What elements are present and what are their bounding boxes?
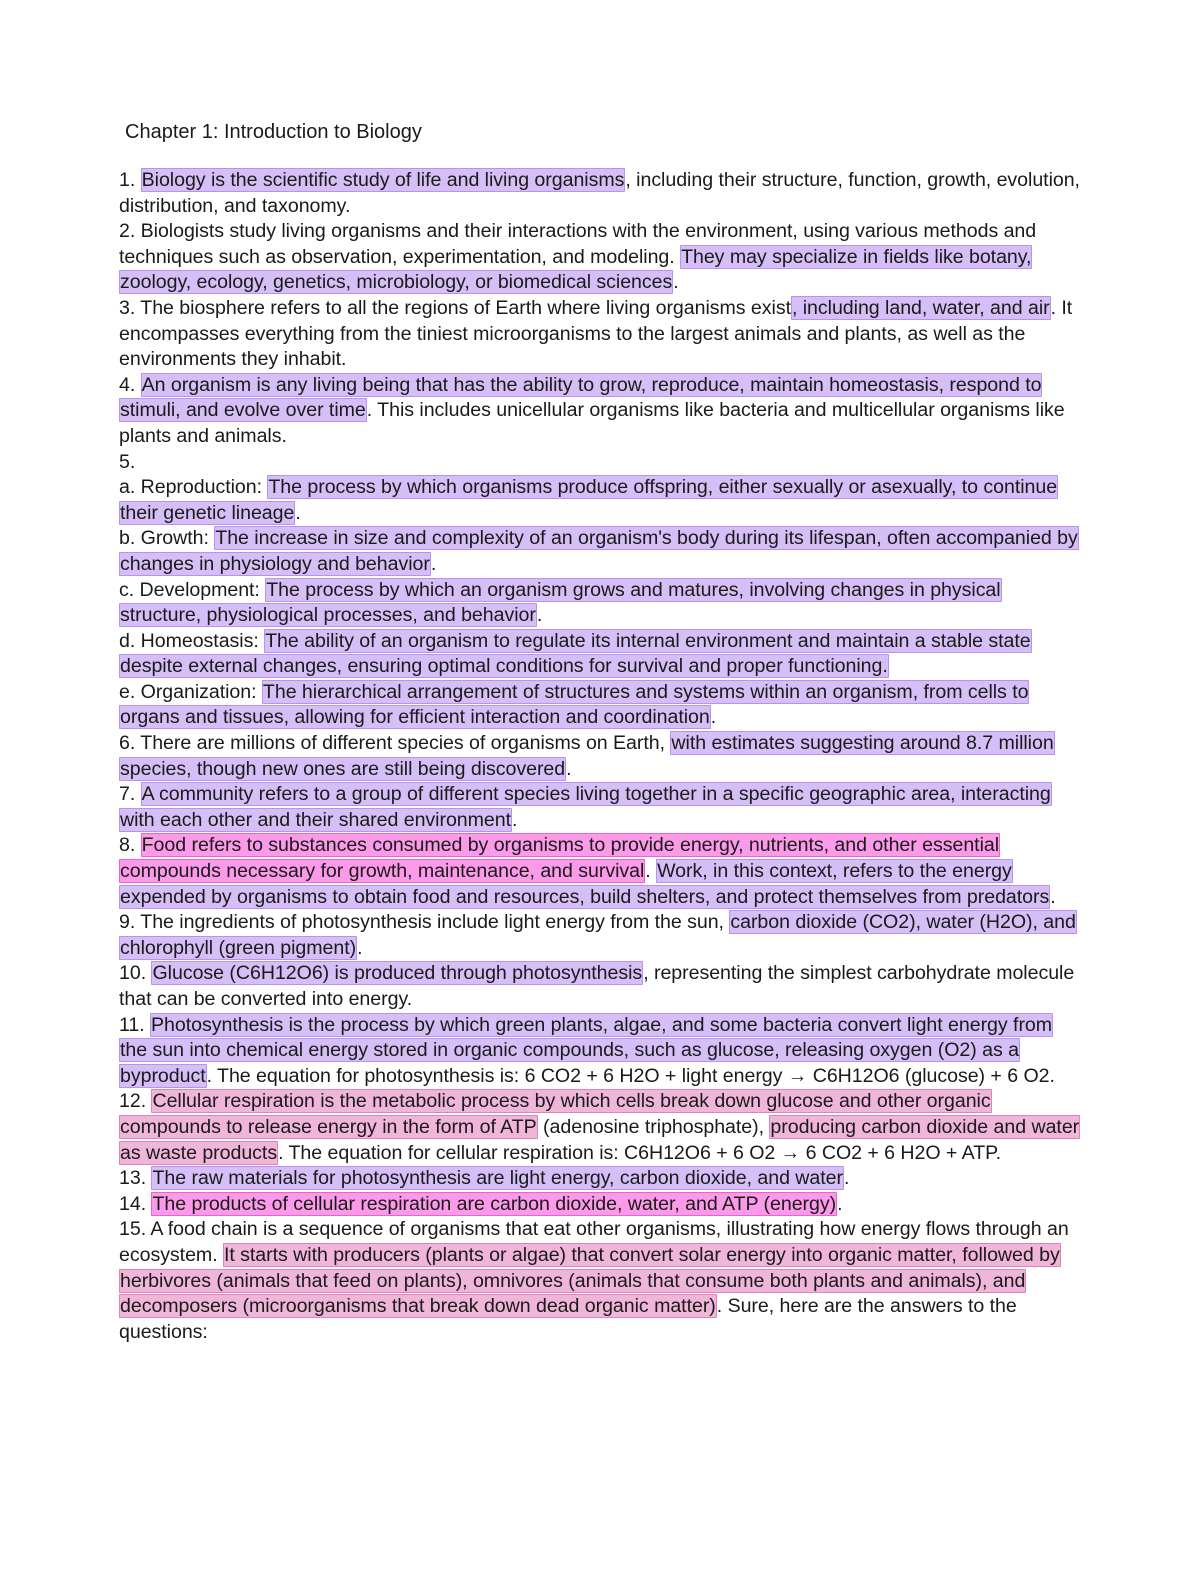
paragraph [119,578,1084,629]
highlight-purple: Photosynthesis is the process by which green plants, algae, and some bacteria convert light energy from the sun into chemical energy stored in organic compounds, such as glucose, releasing oxygen (O2) as a byproduct [120,1013,1053,1087]
highlight-purple: An organism is any living being that has the ability to grow, reproduce, maintain homeostasis, respond to stimuli, and evolve over time [120,373,1042,422]
text-segment: 13. [119,1167,152,1190]
text-segment: 2. Biologists study living organisms and their interactions with the environment, using various methods and techniques such as observation, experimentation, and modeling. [119,220,1037,268]
highlight-purple: Work, in this context, refers to the energy expended by organisms to obtain food and resources, build shelters, and protect themselves from predators [120,860,1050,908]
text-segment: . [837,1192,843,1215]
text-segment: , representing the simplest carbohydrate molecule that can be converted into energy. [119,962,1075,1010]
text-segment: 12. [119,1090,152,1113]
document-body [119,168,1084,1345]
highlight-purple: They may specialize in fields like botany, zoology, ecology, genetics, microbiology, or biomedical sciences [120,245,1032,294]
text-segment: 9. The ingredients of photosynthesis include light energy from the sun, [119,911,730,934]
text-segment: 5. [119,450,136,473]
text-segment: . The equation for cellular respiration is: C6H12O6 + 6 O2 → 6 CO2 + 6 H2O + ATP. [278,1141,1002,1164]
paragraph [119,680,1084,731]
text-segment: 3. The biosphere refers to all the regions of Earth where living organisms exist [119,296,791,319]
text-segment: . [710,706,717,729]
paragraph [119,731,1084,782]
text-segment: . This includes unicellular organisms like bacteria and multicellular organisms like plants and animals. [119,399,1065,447]
text-segment: 7. [119,783,141,806]
paragraph [119,1192,1084,1218]
paragraph [119,219,1084,296]
text-segment: . [673,271,679,294]
highlight-purple: with estimates suggesting around 8.7 million species, though new ones are still being discovered [120,732,1054,780]
paragraph [119,833,1084,910]
text-segment: 8. [119,834,141,857]
paragraph [119,782,1084,833]
paragraph [119,1089,1084,1166]
text-segment: d. Homeostasis: [119,629,265,652]
paragraph [119,168,1084,219]
paragraph [119,961,1084,1012]
text-segment: c. Development: [119,578,266,601]
paragraph [119,1217,1084,1345]
highlight-magenta: Food refers to substances consumed by organisms to provide energy, nutrients, and other essential compounds necessary for growth, maintenance, and survival [120,834,1000,883]
text-segment: . [512,808,518,831]
paragraph [119,526,1084,577]
paragraph [119,910,1084,961]
highlight-purple: , including land, water, and air [791,296,1050,319]
text-segment: (adenosine triphosphate), [537,1115,770,1138]
page-title: Chapter 1: Introduction to Biology [125,121,422,143]
paragraph [119,296,1084,373]
text-segment: a. Reproduction: [119,476,268,499]
highlight-pink: Cellular respiration is the metabolic process by which cells break down glucose and other organic compounds to release energy in the form of ATP [120,1090,991,1138]
text-segment: . [536,604,543,627]
text-segment: . [645,860,657,883]
text-segment: 15. A food chain is a sequence of organisms that eat other organisms, illustrating how energy flows through an ecosystem. [119,1218,1069,1266]
text-segment: 11. [119,1013,151,1036]
text-segment: e. Organization: [119,680,262,703]
text-segment: 10. [119,962,152,985]
text-segment: . [843,1167,850,1190]
highlight-magenta: The products of cellular respiration are carbon dioxide, water, and ATP (energy) [152,1192,837,1215]
text-segment: . Sure, here are the answers to the questions: [119,1295,1017,1343]
text-segment: . [430,552,437,575]
paragraph [119,475,1084,526]
highlight-pink: producing carbon dioxide and water as waste products [120,1115,1080,1164]
text-segment: . [566,757,572,780]
highlight-purple: The hierarchical arrangement of structures and systems within an organism, from cells to organs and tissues, allowing for efficient interaction and coordination [120,680,1029,729]
paragraph [119,450,1084,476]
text-segment: . It encompasses everything from the tiniest microorganisms to the largest animals and plants, as well as the environments they inhabit. [119,296,1073,371]
text-segment: . [357,936,363,959]
paragraph [119,1166,1084,1192]
paragraph [119,629,1084,680]
text-segment: 4. [119,373,141,396]
highlight-purple: The raw materials for photosynthesis are light energy, carbon dioxide, and water [152,1167,843,1190]
highlight-purple: The ability of an organism to regulate its internal environment and maintain a stable state despite external changes, ensuring optimal conditions for survival and proper functioning. [120,629,1031,678]
highlight-purple: Biology is the scientific study of life and living organisms [141,169,625,191]
text-segment: . The equation for photosynthesis is: 6 CO2 + 6 H2O + light energy → C6H12O6 (glucose) + 6 O2. [206,1064,1055,1087]
text-segment: 1. [119,169,141,191]
highlight-purple: Glucose (C6H12O6) is produced through photosynthesis [152,962,643,985]
text-segment: 6. There are millions of different species of organisms on Earth, [119,732,671,755]
paragraph [119,1013,1084,1090]
highlight-pink: It starts with producers (plants or algae) that convert solar energy into organic matter, followed by herbivores (animals that feed on plants), omnivores (animals that consume both plants and animals), and decomposers (microorganisms that break down dead organic matter) [120,1243,1060,1318]
highlight-purple: carbon dioxide (CO2), water (H2O), and chlorophyll (green pigment) [120,911,1076,959]
text-segment: . [1050,885,1056,908]
text-segment: b. Growth: [119,527,215,550]
text-segment: 14. [119,1192,152,1215]
highlight-purple: The process by which organisms produce offspring, either sexually or asexually, to continue their genetic lineage [120,476,1058,524]
highlight-purple: The process by which an organism grows and matures, involving changes in physical structure, physiological processes, and behavior [120,578,1001,627]
highlight-purple: The increase in size and complexity of an organism's body during its lifespan, often accompanied by changes in physiology and behavior [120,527,1078,575]
highlight-purple: A community refers to a group of different species living together in a specific geographic area, interacting with each other and their shared environment [120,783,1051,831]
paragraph [119,373,1084,450]
text-segment: . [295,501,301,524]
text-segment: , including their structure, function, growth, evolution, distribution, and taxonomy. [119,169,1080,217]
